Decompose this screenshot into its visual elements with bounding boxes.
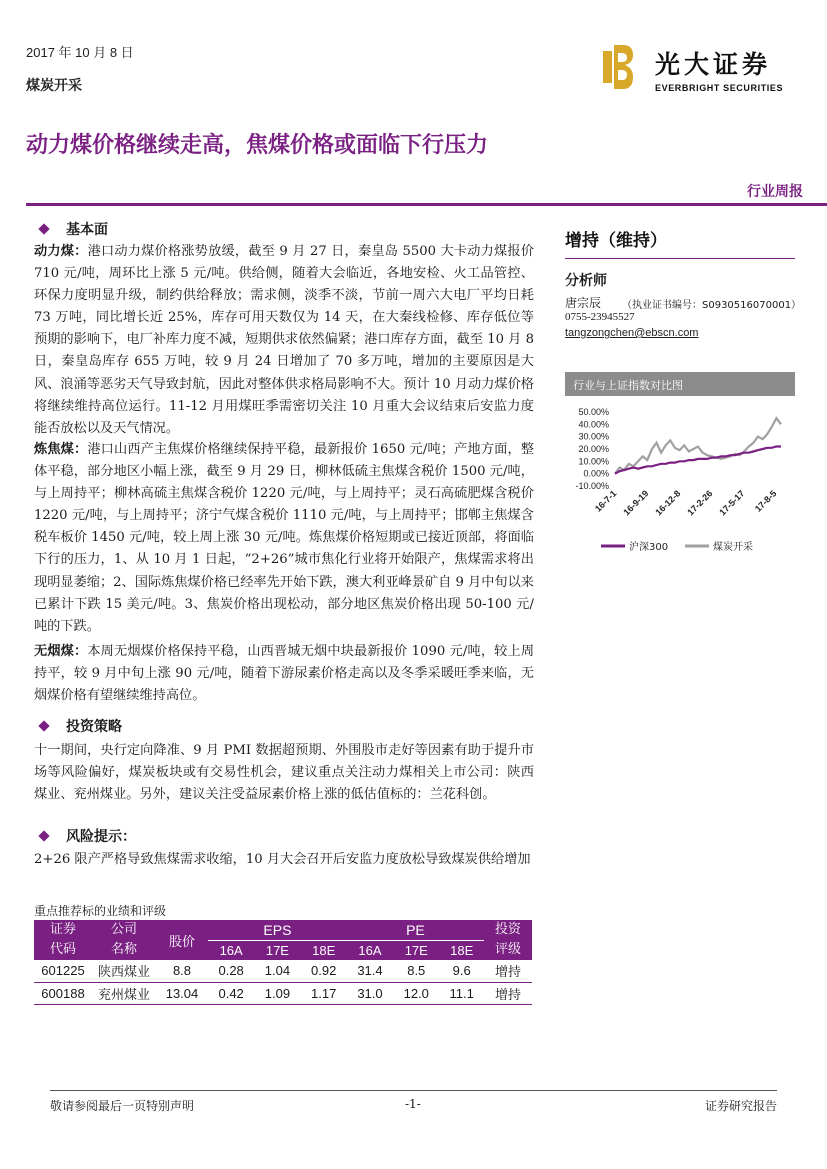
x-tick-label: 16-9-19: [621, 488, 651, 518]
investment-rating: 增持（维持）: [565, 231, 667, 251]
cell-price: 13.04: [156, 982, 208, 1004]
legend-label: 沪深300: [629, 542, 669, 553]
chart-title: 行业与上证指数对比图: [573, 379, 683, 392]
report-date: 2017 年 10 月 8 日: [26, 45, 134, 60]
paragraph-strategy: [34, 740, 534, 806]
header-price: 股价: [156, 920, 208, 960]
table-header-row: [34, 920, 532, 940]
cell-eps-18e: 0.92: [301, 960, 347, 982]
rating-divider: [565, 258, 795, 259]
table-row: [34, 960, 532, 982]
paragraph-body: 2+26 限产严格导致焦煤需求收缩，10 月大会召开后安监力度放松导致煤炭供给增加: [34, 852, 531, 867]
section-fundamentals: [40, 219, 108, 239]
cell-name: 陕西煤业: [92, 960, 156, 982]
paragraph-lead: 动力煤：: [34, 244, 88, 259]
section-title: 基本面: [66, 222, 108, 238]
analyst-name: 唐宗辰: [565, 296, 602, 310]
x-tick-label: 16-7-1: [592, 488, 619, 514]
recommendations-table: [34, 920, 532, 1005]
cell-price: 8.8: [156, 960, 208, 982]
cell-pe-18e: 9.6: [439, 960, 484, 982]
cell-pe-17e: 12.0: [393, 982, 439, 1004]
footer-report-type: 证券研究报告: [704, 1099, 777, 1113]
analyst-phone: 0755-23945527: [565, 311, 635, 323]
analyst-heading: 分析师: [565, 273, 607, 289]
diamond-bullet-icon: [38, 830, 49, 841]
paragraph-body: 港口动力煤价格涨势放缓，截至 9 月 27 日，秦皇岛 5500 大卡动力煤报价 710 元/吨，周环比上涨 5 元/吨。供给侧，随着大会临近，各地安检、火工品管控、环保力度明显升级，制约供给释放；需求侧，淡季不淡，节前一周六大电厂平均日耗 73 万吨，同比增长近 25%，库存可用天数仅为 14 天，在大秦线检修、库存低位等预期的影响下，电厂补库力度不减，短期供求依然偏紧；港口库存方面，截至 10 月 8 日，秦皇岛库存 655 万吨，较 9 月 24 日增加了 70 多万吨，增加的主要原因是大风、浪涌等恶劣天气导致封航，因此对整体供求格局影响不大。预计 10 月动力煤价格将继续维持高位运行。11-12 月用煤旺季需密切关注 10 月重大会议结束后安监力度能否放松以及天气情况。: [34, 244, 534, 436]
cell-eps-16a: 0.42: [208, 982, 254, 1004]
series-line-煤炭开采: [615, 418, 781, 474]
paragraph-lead: 无烟煤：: [34, 644, 88, 659]
paragraph-lead: 炼焦煤：: [34, 442, 88, 457]
header-divider: [26, 203, 827, 206]
legend-label: 煤炭开采: [713, 542, 753, 553]
x-tick-label: 17-5-17: [717, 488, 747, 518]
y-tick-label: -10.00%: [575, 481, 609, 491]
y-tick-label: 50.00%: [578, 407, 609, 417]
cell-code: 601225: [34, 960, 92, 982]
paragraph-anthracite: [34, 641, 534, 707]
paragraph-risk: [34, 849, 534, 871]
logo-text-en: EVERBRIGHT SECURITIES: [655, 83, 784, 93]
y-tick-label: 20.00%: [578, 444, 609, 454]
paragraph-thermal-coal: [34, 241, 534, 440]
section-risk: [40, 826, 136, 846]
cell-name: 兖州煤业: [92, 982, 156, 1004]
header-code: 证券 代码: [34, 920, 92, 960]
cell-code: 600188: [34, 982, 92, 1004]
header-pe: PE: [347, 920, 484, 940]
cell-pe-16a: 31.4: [347, 960, 393, 982]
diamond-bullet-icon: [38, 223, 49, 234]
x-tick-label: 16-12-8: [653, 488, 683, 518]
cell-pe-18e: 11.1: [439, 982, 484, 1004]
section-strategy: [40, 716, 122, 736]
x-tick-label: 17-2-26: [685, 488, 715, 518]
header-pe-18e: 18E: [439, 940, 484, 960]
comparison-chart: [565, 372, 795, 562]
cell-pe-16a: 31.0: [347, 982, 393, 1004]
cell-eps-16a: 0.28: [208, 960, 254, 982]
footer-disclaimer: 敬请参阅最后一页特别声明: [50, 1099, 195, 1113]
cell-eps-18e: 1.17: [301, 982, 347, 1004]
y-tick-label: 30.00%: [578, 431, 609, 442]
analyst-certificate: （执业证书编号：S0930516070001）: [622, 300, 802, 311]
cell-eps-17e: 1.09: [254, 982, 300, 1004]
table-row: [34, 982, 532, 1004]
header-rating: 投资 评级: [484, 920, 532, 960]
table-caption: 重点推荐标的业绩和评级: [34, 904, 167, 918]
everbright-logo-icon: [603, 45, 633, 89]
paragraph-body: 十一期间，央行定向降准、9 月 PMI 数据超预期、外围股市走好等因素有助于提升市场等风险偏好，煤炭板块或有交易性机会，建议重点关注动力煤相关上市公司：陕西煤业、兖州煤业。另外，建议关注受益尿素价格上涨的低估值标的：兰花科创。: [34, 743, 534, 803]
header-pe-17e: 17E: [393, 940, 439, 960]
y-tick-label: 10.00%: [578, 456, 609, 467]
diamond-bullet-icon: [38, 720, 49, 731]
chart-title-bar: [565, 372, 795, 396]
chart-plot: [565, 396, 795, 562]
footer-divider: [50, 1090, 777, 1091]
cell-rating: 增持: [484, 960, 532, 982]
header-eps-17e: 17E: [254, 940, 300, 960]
section-title: 投资策略: [66, 719, 122, 735]
cell-pe-17e: 8.5: [393, 960, 439, 982]
report-title: 动力煤价格继续走高，焦煤价格或面临下行压力: [26, 133, 489, 158]
header-eps-18e: 18E: [301, 940, 347, 960]
header-name: 公司 名称: [92, 920, 156, 960]
y-tick-label: 0.00%: [583, 468, 609, 479]
header-pe-16a: 16A: [347, 940, 393, 960]
cell-eps-17e: 1.04: [254, 960, 300, 982]
report-type: 行业周报: [747, 184, 803, 200]
analyst-email-link[interactable]: tangzongchen@ebscn.com: [565, 327, 699, 339]
company-logo: [603, 45, 813, 97]
industry-label: 煤炭开采: [26, 78, 82, 94]
paragraph-coking-coal: [34, 439, 534, 638]
page-number: -1-: [405, 1097, 421, 1111]
header-eps: EPS: [208, 920, 347, 940]
cell-rating: 增持: [484, 982, 532, 1004]
paragraph-body: 港口山西产主焦煤价格继续保持平稳，最新报价 1650 元/吨；产地方面，整体平稳，部分地区小幅上涨，截至 9 月 29 日，柳林低硫主焦煤含税价 1500 元/吨，与上周持平；柳林高硫主焦煤含税价 1220 元/吨，与上周持平；灵石高硫肥煤含税价 1220 元/吨，与上周持平；济宁气煤含税价 1110 元/吨，与上周持平；邯郸主焦煤含税车板价 1450 元/吨，较上周上涨 30 元/吨。炼焦煤价格短期或已接近顶部，将面临下行的压力，1、从 10 月 1 日起，“2+26”城市焦化行业将开始限产，焦煤需求将出现明显萎缩；2、国际炼焦煤价格已经率先开始下跌，澳大利亚峰景矿自 9 月中旬以来已累计下跌 15 美元/吨。3、焦炭价格出现松动，部分地区焦炭价格出现 50-100 元/吨的下跌。: [34, 442, 535, 634]
x-tick-label: 17-8-5: [752, 488, 779, 514]
header-eps-16a: 16A: [208, 940, 254, 960]
logo-text-cn: 光大证券: [655, 50, 772, 79]
y-tick-label: 40.00%: [578, 419, 609, 430]
paragraph-body: 本周无烟煤价格保持平稳，山西晋城无烟中块最新报价 1090 元/吨，较上周持平，较 9 月中旬上涨 90 元/吨，随着下游尿素价格走高以及冬季采暖旺季来临，无烟煤价格有望继续维持高位。: [34, 644, 535, 704]
section-title: 风险提示：: [66, 829, 136, 845]
